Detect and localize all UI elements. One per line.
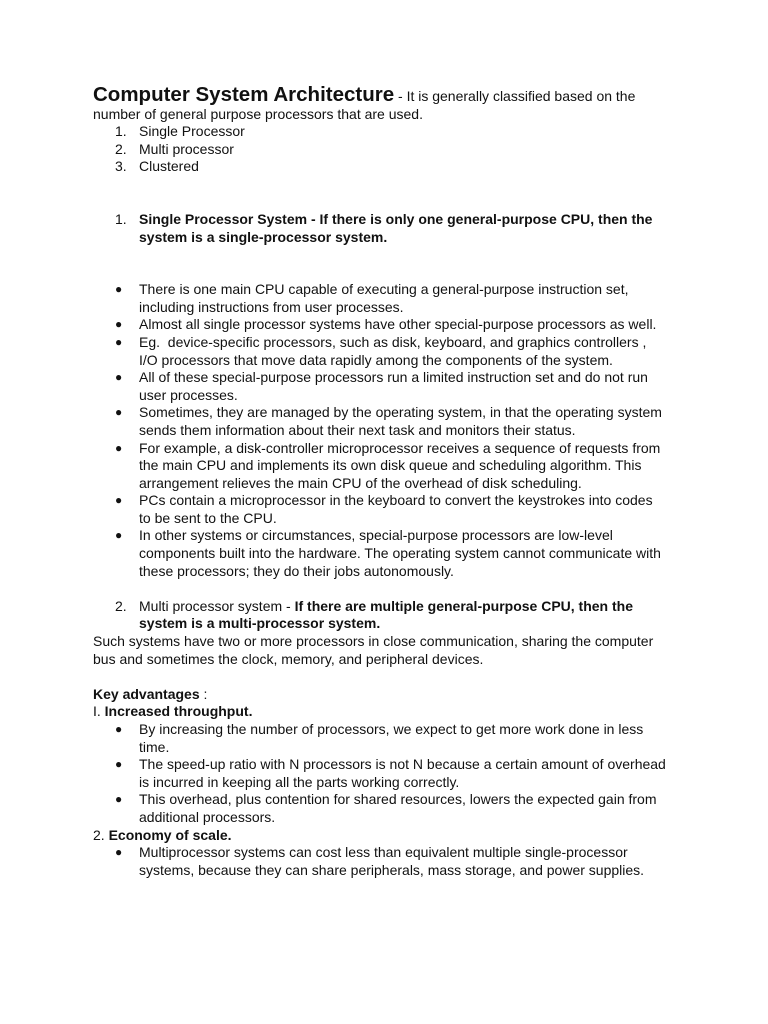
classification-list xyxy=(93,123,683,176)
list-item: ● The speed-up ratio with N processors is not N because a certain amount of overhead is incurred in keeping all the parts working correctly. xyxy=(115,756,666,790)
advantage-economy xyxy=(93,827,683,880)
list-item: ● Sometimes, they are managed by the operating system, in that the operating system sends them information about their next task and monitors their status. xyxy=(115,404,662,438)
list-item: ● Eg. device-specific processors, such as disk, keyboard, and graphics controllers , I/O processors that move data rapidly among the components of the system. xyxy=(115,333,647,368)
list-item: ● There is one main CPU capable of executing a general-purpose instruction set, including instructions from user processes. xyxy=(115,281,629,315)
list-item: ● Almost all single processor systems have other special-purpose processors as well. xyxy=(115,316,657,333)
list-number: 3. xyxy=(115,158,127,175)
list-item: ● PCs contain a microprocessor in the keyboard to convert the keystrokes into codes to be sent to the CPU. xyxy=(115,492,653,526)
bullet-icon: ● xyxy=(115,282,123,297)
bullet-icon: ● xyxy=(115,370,123,385)
key-advantages-heading: Key advantages : xyxy=(93,685,208,702)
intro-text-1: - It is generally classified based on the xyxy=(394,88,636,104)
advantage-number: 2. xyxy=(93,826,105,843)
list-number: 2. xyxy=(115,140,127,157)
list-item: ● In other systems or circumstances, special-purpose processors are low-level components built into the hardware. The operating system cannot communicate with these processors; they do their jobs autonomously. xyxy=(115,527,661,579)
bullet-icon: ● xyxy=(115,722,123,736)
page-title: Computer System Architecture xyxy=(93,83,395,106)
bullet-icon: ● xyxy=(115,792,123,807)
list-item: ● All of these special-purpose processors run a limited instruction set and do not run user processes. xyxy=(115,369,648,403)
multi-processor-description: Such systems have two or more processors in close communication, sharing the computer bus and sometimes the clock, memory, and peripheral devices. xyxy=(93,633,654,667)
bullet-icon: ● xyxy=(115,528,123,543)
bullet-icon: ● xyxy=(115,757,123,772)
list-item xyxy=(93,158,683,176)
list-item: ● For example, a disk-controller microprocessor receives a sequence of requests from the main CPU and implements its own disk queue and scheduling algorithm. This arrangement relieves the main CPU of the overhead of disk scheduling. xyxy=(115,439,661,491)
section-number: 2. xyxy=(115,597,127,614)
advantage-throughput xyxy=(93,703,683,826)
list-item: ● This overhead, plus contention for shared resources, lowers the expected gain from additional processors. xyxy=(115,791,657,825)
bullet-icon: ● xyxy=(115,845,123,860)
advantage-title: Increased throughput. xyxy=(104,703,253,720)
bullet-icon: ● xyxy=(115,405,123,420)
intro-text-2: number of general purpose processors that are used. xyxy=(93,105,423,122)
bullet-icon: ● xyxy=(115,440,123,455)
intro-paragraph xyxy=(93,83,683,123)
list-item: ● By increasing the number of processors, we expect to get more work done in less time. xyxy=(115,721,644,755)
bullet-icon: ● xyxy=(115,493,123,508)
list-item: ● Multiprocessor systems can cost less than equivalent multiple single-processor systems, because they can share peripherals, mass storage, and power supplies. xyxy=(115,844,645,878)
section-definition-2: system is a multi-processor system. xyxy=(139,615,381,632)
bullet-icon: ● xyxy=(115,317,123,332)
bullet-icon: ● xyxy=(115,334,123,349)
list-item-label: Single Processor xyxy=(139,123,245,140)
single-processor-bullets xyxy=(93,281,683,580)
list-item xyxy=(93,123,683,141)
document-page xyxy=(93,83,683,879)
list-number: 1. xyxy=(115,123,127,140)
section-heading: Multi processor system xyxy=(139,597,283,614)
advantage-number: I. xyxy=(93,703,101,720)
single-processor-heading: 1. Single Processor System - If there is only one general-purpose CPU, then the system is a single-processor system. xyxy=(115,210,653,245)
section-number: 1. xyxy=(115,210,127,227)
section-definition-1: If there are multiple general-purpose CPU, then the xyxy=(294,597,634,614)
advantage-title: Economy of scale. xyxy=(108,826,232,843)
list-item-label: Clustered xyxy=(139,158,199,175)
section-heading: Single Processor System xyxy=(139,210,308,227)
section-definition-2: system is a single-processor system. xyxy=(139,228,388,245)
section-definition-1: If there is only one general-purpose CPU, then the xyxy=(319,210,653,227)
multi-processor-heading: 2. Multi processor system - If there are multiple general-purpose CPU, then the system is a multi-processor system. xyxy=(115,597,634,632)
list-item-label: Multi processor xyxy=(139,140,234,157)
list-item xyxy=(93,141,683,159)
